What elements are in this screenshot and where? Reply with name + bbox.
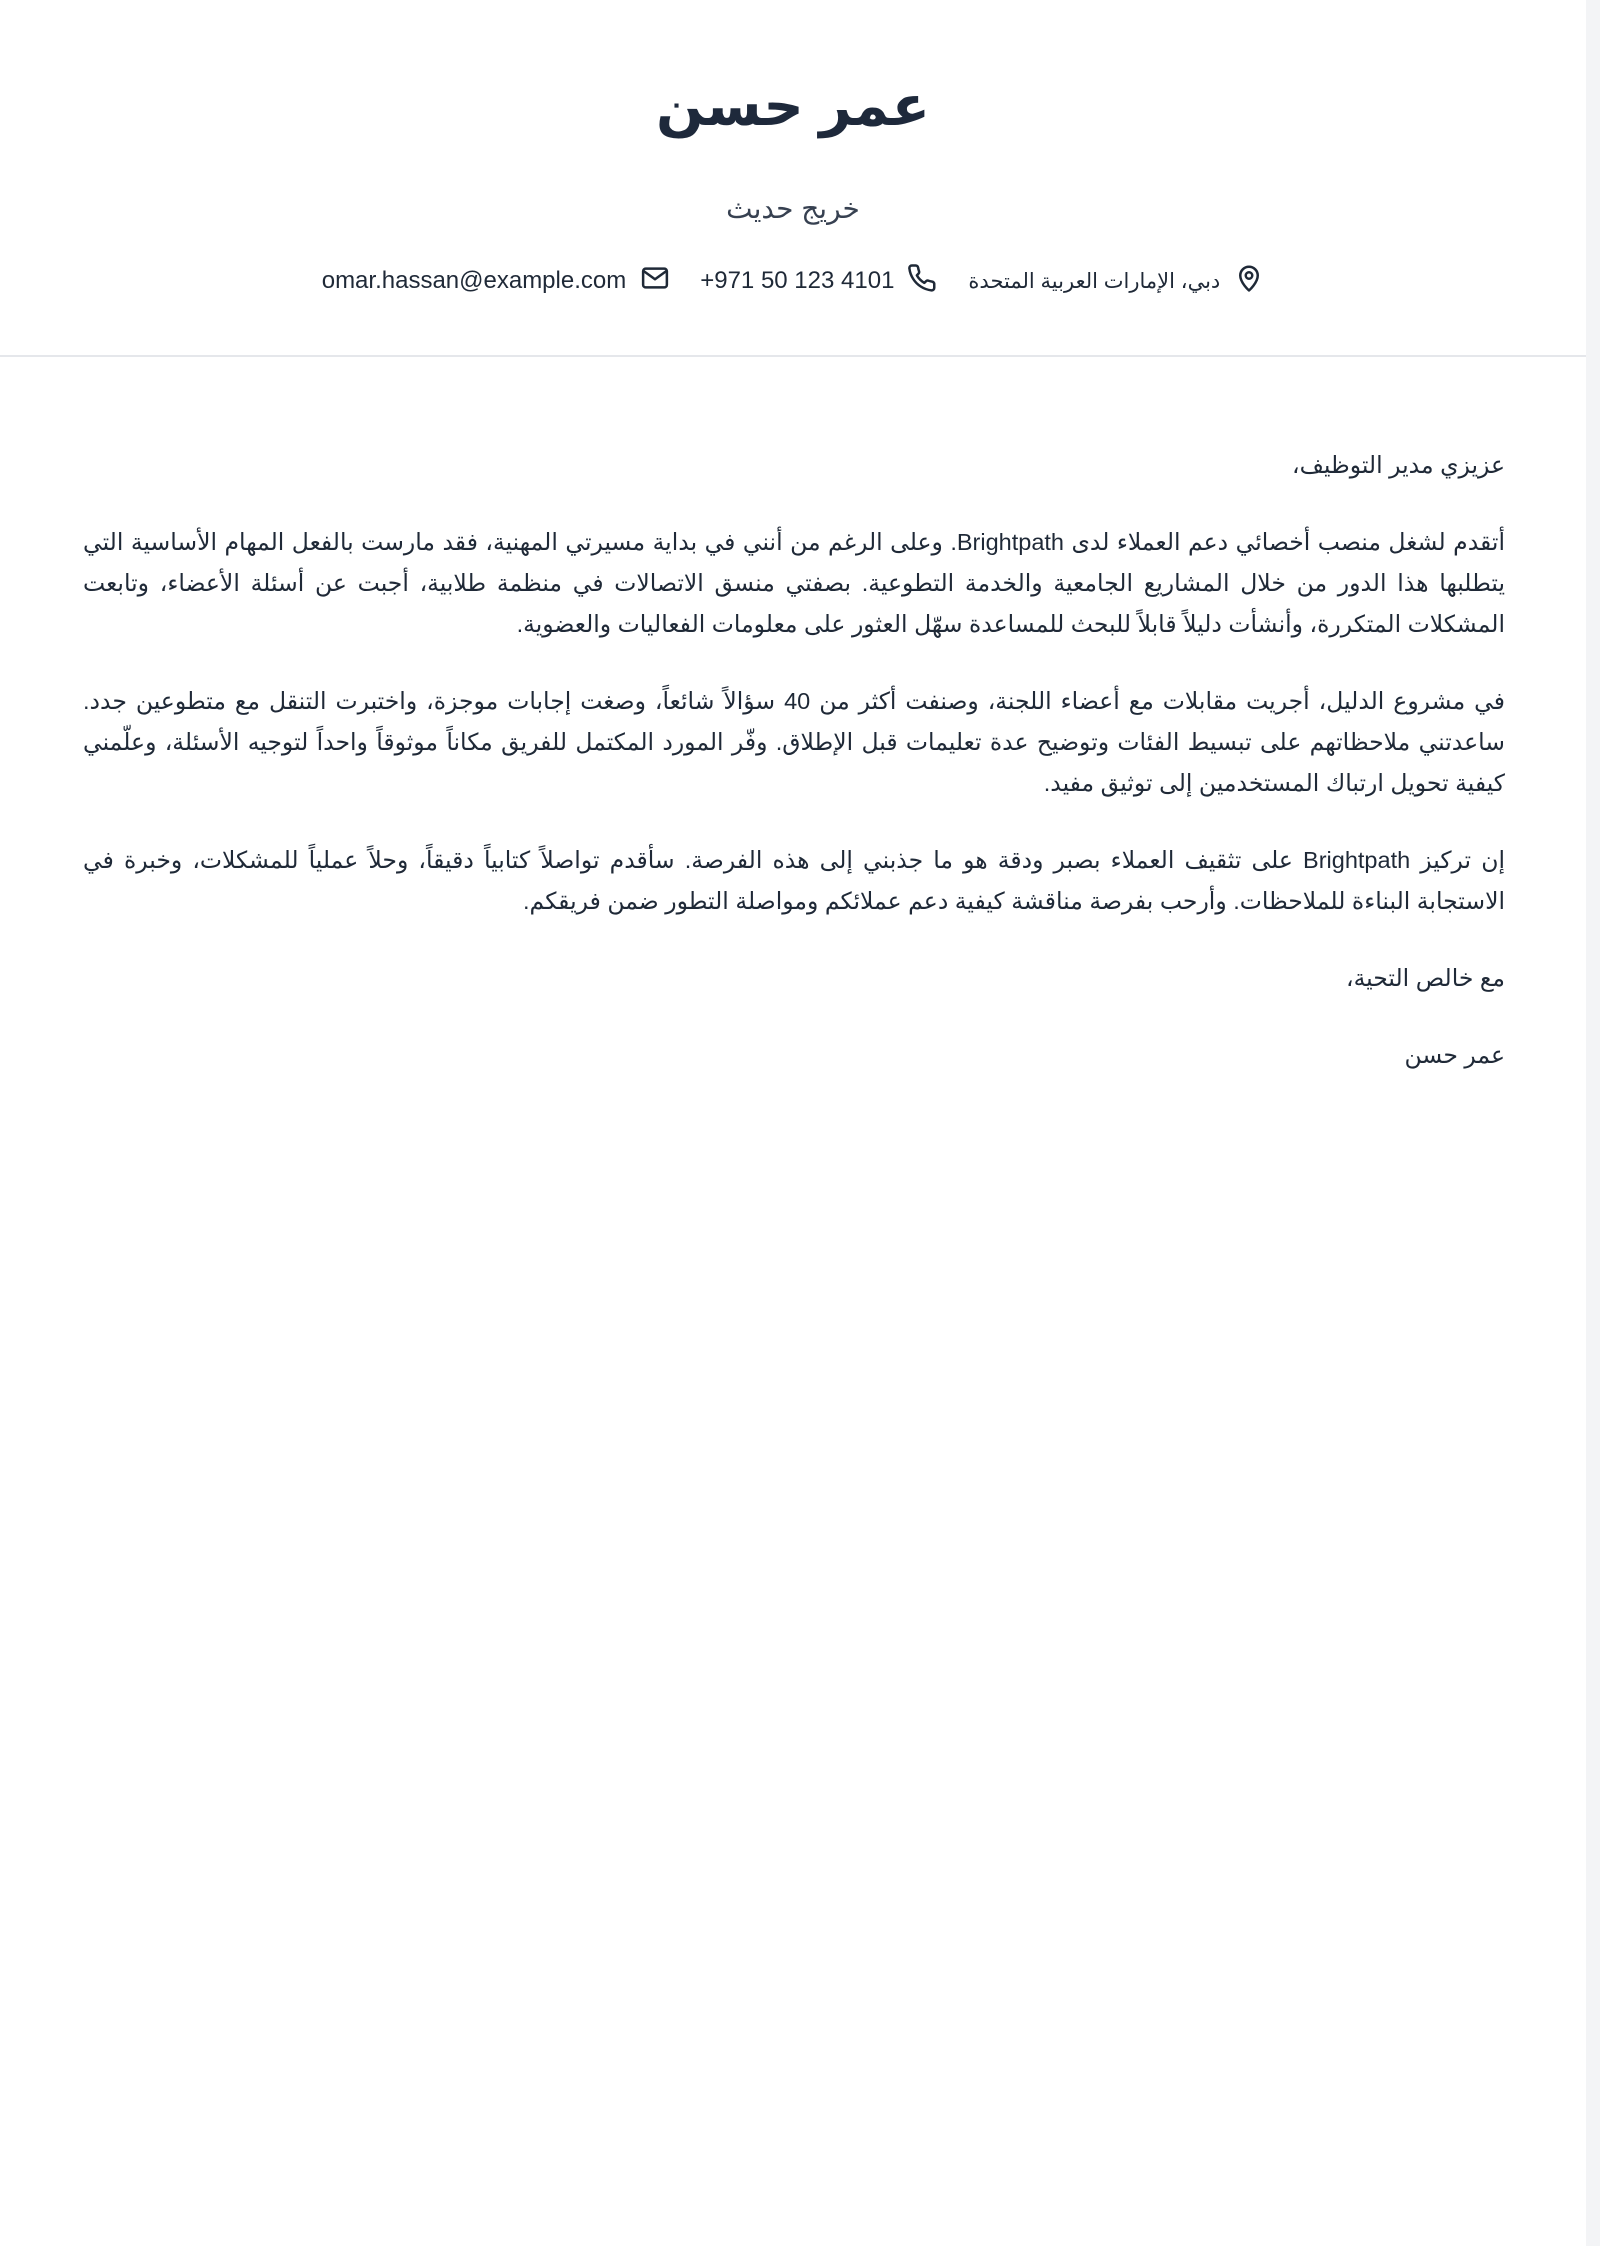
paragraph-3: إن تركيز Brightpath على تثقيف العملاء بصبر ودقة هو ما جذبني إلى هذه الفرصة. سأقدم تواصلاً كتابياً دقيقاً، وحلاً عملياً للمشكلات، وخبرة في الاستجابة البناءة للملاحظات. وأرحب بفرصة مناقشة كيفية دعم عملائكم ومواصلة التطور ضمن فريقكم.: [83, 847, 1505, 914]
paragraph-2: في مشروع الدليل، أجريت مقابلات مع أعضاء اللجنة، وصنفت أكثر من 40 سؤالاً شائعاً، وصغت إجابات موجزة، واختبرت التنقل مع متطوعين جدد. ساعدتني ملاحظاتهم على تبسيط الفئات وتوضيح عدة تعليمات قبل الإطلاق. وفّر المورد المكتمل للفريق مكاناً موثوقاً واحداً لتوجيه الأسئلة، وعلّمني كيفية تحويل ارتباك المستخدمين إلى توثيق مفيد.: [83, 688, 1505, 796]
mail-icon: [640, 263, 670, 300]
contact-location: [968, 263, 1264, 300]
location-text: دبي، الإمارات العربية المتحدة: [968, 269, 1221, 293]
greeting: عزيزي مدير التوظيف،: [1291, 452, 1505, 478]
applicant-name: عمر حسن: [656, 74, 930, 137]
letter-body: [83, 445, 1505, 1112]
phone-text: +971 50 123 4101: [700, 267, 895, 294]
email-text: omar.hassan@example.com: [321, 267, 627, 294]
contact-phone[interactable]: [700, 263, 938, 300]
signature: عمر حسن: [1404, 1042, 1505, 1068]
map-pin-icon: [1234, 263, 1264, 300]
paragraph-1: أتقدم لشغل منصب أخصائي دعم العملاء لدى Brightpath. وعلى الرغم من أنني في بداية مسيرتي المهنية، فقد مارست بالفعل المهام الأساسية التي يتطلبها هذا الدور من خلال المشاريع الجامعية والخدمة التطوعية. بصفتي منسق الاتصالات في منظمة طلابية، أجبت عن أسئلة الأعضاء، وتابعت المشكلات المتكررة، وأنشأت دليلاً قابلاً للبحث للمساعدة سهّل العثور على معلومات الفعاليات والعضوية.: [83, 529, 1505, 637]
contact-bar: [0, 261, 1586, 301]
letterhead: [0, 0, 1586, 357]
closing-block: [83, 958, 1505, 1076]
page-edge: [1586, 0, 1600, 2246]
closing-line: مع خالص التحية،: [1345, 965, 1505, 991]
applicant-role: خريج حديث: [726, 193, 860, 224]
contact-email[interactable]: [322, 263, 671, 300]
phone-icon: [908, 263, 938, 300]
